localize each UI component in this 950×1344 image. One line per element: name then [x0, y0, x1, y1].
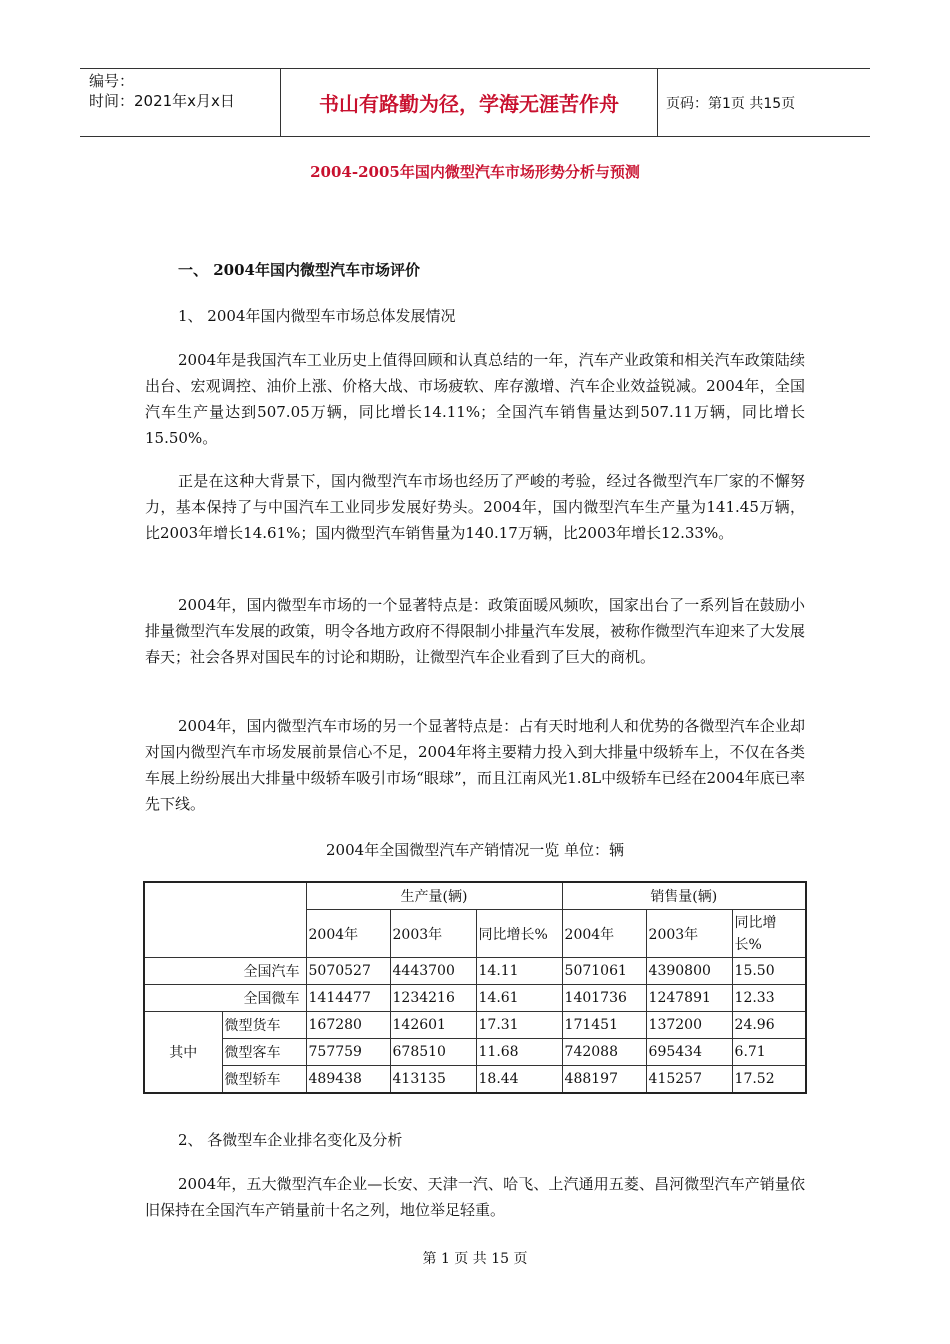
- cell-p2003: 678510: [390, 1039, 476, 1066]
- cell-s2003: 4390800: [646, 958, 732, 985]
- cell-p2004: 5070527: [306, 958, 390, 985]
- header-page-info: 页码：第1页 共15页: [666, 95, 796, 112]
- table-row: [144, 1066, 806, 1094]
- header-meta: [80, 69, 281, 136]
- cell-s2004: 1401736: [562, 985, 646, 1012]
- page-footer: 第 1 页 共 15 页: [422, 1251, 528, 1267]
- sales-group-header: 销售量(辆): [562, 882, 806, 910]
- cell-s2004: 5071061: [562, 958, 646, 985]
- cell-p2003: 1234216: [390, 985, 476, 1012]
- cell-p2004: 489438: [306, 1066, 390, 1094]
- cell-s2004: 488197: [562, 1066, 646, 1094]
- table-row: [144, 1039, 806, 1066]
- document-title: 2004-2005年国内微型汽车市场形势分析与预测: [310, 163, 640, 181]
- cell-s2004: 742088: [562, 1039, 646, 1066]
- production-sales-table: [143, 881, 807, 1094]
- row-label: 全国微车: [144, 985, 306, 1012]
- table-caption: 2004年全国微型汽车产销情况一览 单位：辆: [326, 841, 624, 859]
- header-motto: 书山有路勤为径，学海无涯苦作舟: [281, 69, 658, 136]
- cell-sgrowth: 15.50: [732, 958, 806, 985]
- table-row: [144, 1012, 806, 1039]
- col-header-s2003: 2003年: [646, 910, 732, 958]
- col-header-p2003: 2003年: [390, 910, 476, 958]
- cell-pgrowth: 14.61: [476, 985, 562, 1012]
- section-heading-1: 一、 2004年国内微型汽车市场评价: [178, 261, 420, 279]
- group-label-qizhong: 其中: [144, 1012, 222, 1094]
- col-header-p2004: 2004年: [306, 910, 390, 958]
- table-corner-cell: [144, 882, 306, 958]
- cell-pgrowth: 14.11: [476, 958, 562, 985]
- cell-pgrowth: 11.68: [476, 1039, 562, 1066]
- cell-pgrowth: 17.31: [476, 1012, 562, 1039]
- header-number: 编号：: [89, 72, 135, 90]
- cell-pgrowth: 18.44: [476, 1066, 562, 1094]
- table-row: [144, 985, 806, 1012]
- cell-p2004: 167280: [306, 1012, 390, 1039]
- cell-s2003: 415257: [646, 1066, 732, 1094]
- cell-p2003: 413135: [390, 1066, 476, 1094]
- cell-sgrowth: 17.52: [732, 1066, 806, 1094]
- sub-heading-2: 2、 各微型车企业排名变化及分析: [178, 1131, 403, 1149]
- col-header-sgrowth: 同比增长%: [732, 910, 806, 958]
- row-label: 微型轿车: [222, 1066, 306, 1094]
- row-label: 微型货车: [222, 1012, 306, 1039]
- header-time: 时间：2021年x月x日: [89, 92, 235, 110]
- cell-s2004: 171451: [562, 1012, 646, 1039]
- cell-p2003: 4443700: [390, 958, 476, 985]
- cell-p2004: 757759: [306, 1039, 390, 1066]
- paragraph-1: 2004年是我国汽车工业历史上值得回顾和认真总结的一年，汽车产业政策和相关汽车政策陆续出台、宏观调控、油价上涨、价格大战、市场疲软、库存激增、汽车企业效益锐减。2004年，全国汽车生产量达到507.05万辆，同比增长14.11%；全国汽车销售量达到507.11万辆，同比增长15.50%。: [145, 351, 805, 447]
- col-header-pgrowth: 同比增长%: [476, 910, 562, 958]
- row-label: 微型客车: [222, 1039, 306, 1066]
- cell-sgrowth: 24.96: [732, 1012, 806, 1039]
- paragraph-3: 2004年，国内微型车市场的一个显著特点是：政策面暖风频吹，国家出台了一系列旨在鼓励小排量微型汽车发展的政策，明令各地方政府不得限制小排量汽车发展，被称作微型汽车迎来了大发展春天；社会各界对国民车的讨论和期盼，让微型汽车企业看到了巨大的商机。: [145, 596, 806, 666]
- row-label: 全国汽车: [144, 958, 306, 985]
- cell-p2003: 142601: [390, 1012, 476, 1039]
- table-row: [144, 958, 806, 985]
- cell-s2003: 137200: [646, 1012, 732, 1039]
- cell-sgrowth: 12.33: [732, 985, 806, 1012]
- cell-sgrowth: 6.71: [732, 1039, 806, 1066]
- col-header-s2004: 2004年: [562, 910, 646, 958]
- page-header: [80, 68, 870, 137]
- production-group-header: 生产量(辆): [306, 882, 562, 910]
- paragraph-4: 2004年，国内微型汽车市场的另一个显著特点是：占有天时地利人和优势的各微型汽车企业却对国内微型汽车市场发展前景信心不足，2004年将主要精力投入到大排量中级轿车上，不仅在各类车展上纷纷展出大排量中级轿车吸引市场“眼球”，而且江南风光1.8L中级轿车已经在2004年底已率先下线。: [145, 717, 805, 813]
- sub-heading-1: 1、 2004年国内微型车市场总体发展情况: [178, 307, 456, 325]
- paragraph-5: 2004年，五大微型汽车企业—长安、天津一汽、哈飞、上汽通用五菱、昌河微型汽车产销量依旧保持在全国汽车产销量前十名之列，地位举足轻重。: [145, 1175, 805, 1219]
- cell-s2003: 695434: [646, 1039, 732, 1066]
- cell-s2003: 1247891: [646, 985, 732, 1012]
- cell-p2004: 1414477: [306, 985, 390, 1012]
- paragraph-2: 正是在这种大背景下，国内微型汽车市场也经历了严峻的考验，经过各微型汽车厂家的不懈努力，基本保持了与中国汽车工业同步发展好势头。2004年，国内微型汽车生产量为141.45万辆，比2003年增长14.61%；国内微型汽车销售量为140.17万辆，比2003年增长12.33%。: [145, 472, 805, 542]
- table-group-header-row: [144, 882, 806, 910]
